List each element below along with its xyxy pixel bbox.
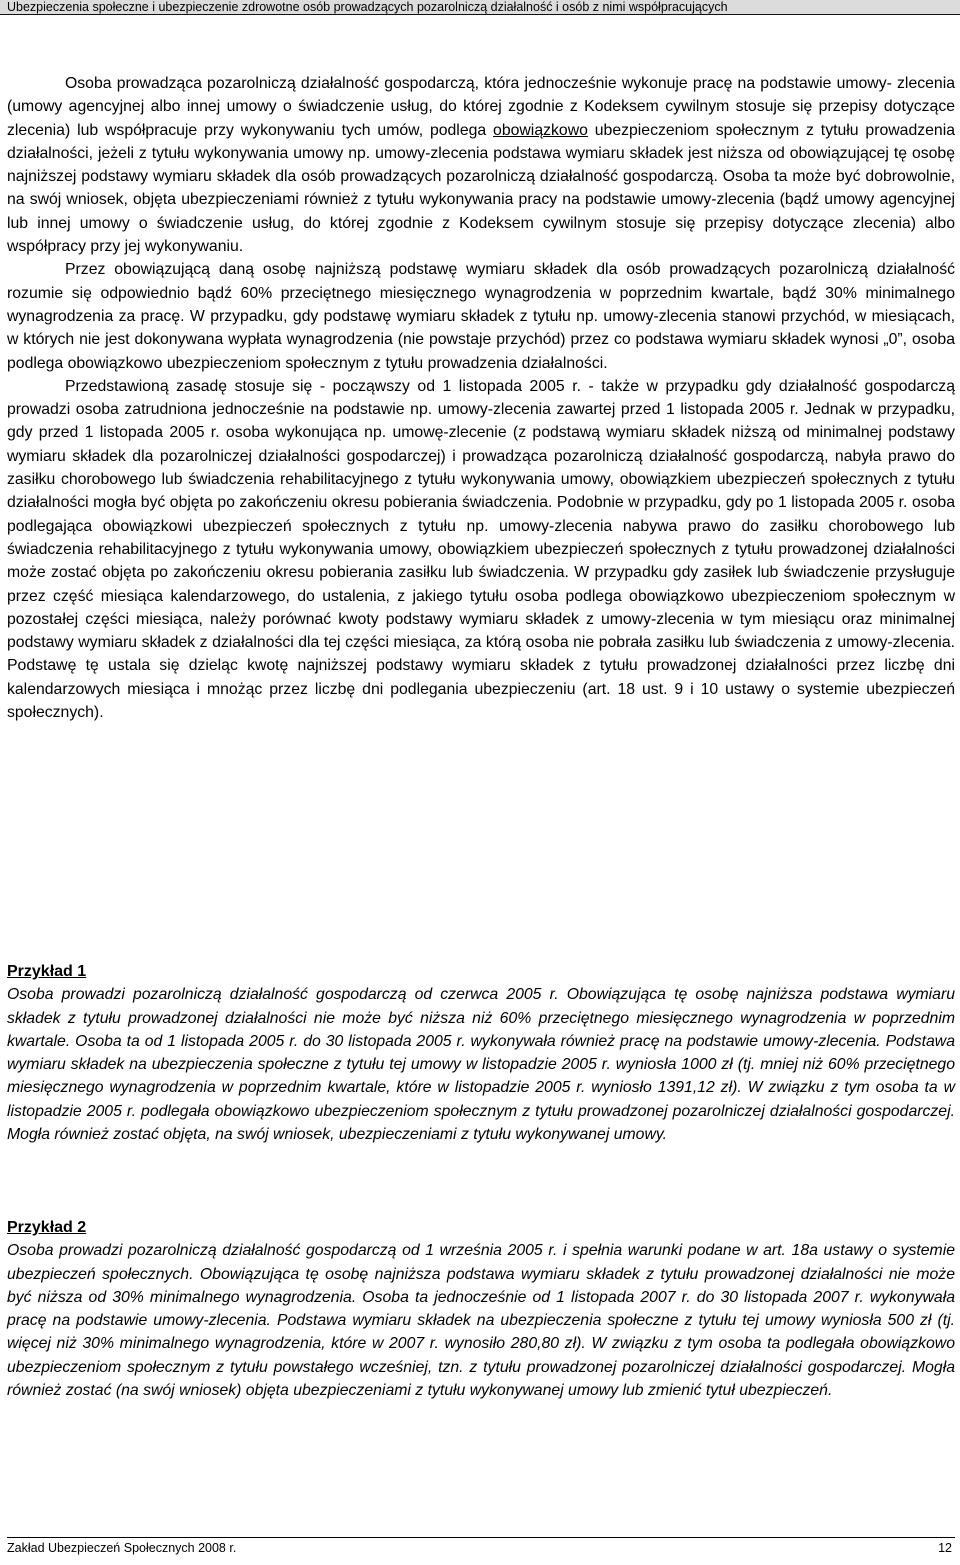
paragraph-2: Przez obowiązującą daną osobę najniższą podstawę wymiaru składek dla osób prowadzących pozarolniczą działalność rozumie się odpowiednio bądź 60% przeciętnego miesięcznego wynagrodzenia w poprzednim kwartale, bądź 30% minimalnego wynagrodzenia za pracę. W przypadku, gdy podstawę wymiaru składek z tytułu np. umowy-zlecenia stanowi przychód, w miesiącach, w których nie jest dokonywana wypłata wynagrodzenia (nie powstaje przychód) przez co podstawa wymiaru składek wynosi „0”, osoba podlega obowiązkowo ubezpieczeniom społecznym z tytułu prowadzenia działalności.: [7, 261, 955, 372]
example-1-title: Przykład 1: [7, 963, 87, 980]
page-number: 12: [938, 1541, 952, 1555]
paragraph-3: Przedstawioną zasadę stosuje się - począwszy od 1 listopada 2005 r. - także w przypadku gdy działalność gospodarczą prowadzi osoba zatrudniona jednocześnie na podstawie np. umowy-zlecenia zawartej przed 1 listopada 2005 r. Jednak w przypadku, gdy przed 1 listopada 2005 r. osoba wykonująca np. umowę-zlecenie (z podstawą wymiaru składek niższą od minimalnej podstawy wymiaru składek dla pozarolniczej działalności gospodarczej) i prowadząca pozarolniczą działalność gospodarczą, nabyła prawo do zasiłku chorobowego lub świadczenia rehabilitacyjnego z tytułu wykonywania umowy, obowiązkiem ubezpieczeń społecznych z tytułu działalności mogła być objęta po zakończeniu okresu pobierania świadczenia. Podobnie w przypadku, gdy po 1 listopada 2005 r. osoba podlegająca obowiązkowi ubezpieczeń społecznych z tytułu np. umowy-zlecenia nabywa prawo do zasiłku chorobowego lub świadczenia rehabilitacyjnego z tytułu wykonywania umowy, obowiązkiem ubezpieczeń społecznych z tytułu prowadzonej działalności może zostać objęta po zakończeniu okresu pobierania zasiłku lub świadczenia. W przypadku gdy zasiłek lub świadczenie przysługuje przez część miesiąca kalendarzowego, do ustalenia, z jakiego tytułu osoba podlega obowiązkowo ubezpieczeniom społecznym w pozostałej części miesiąca, należy porównać kwoty podstawy wymiaru składek z umowy-zlecenia w tym miesiącu oraz minimalnej podstawy wymiaru składek z działalności dla tej części miesiąca, za którą osoba nie pobrała zasiłku lub świadczenia z umowy-zlecenia. Podstawę tę ustala się dzieląc kwotę najniższej podstawy wymiaru składek z tytułu prowadzonej działalności przez liczbę dni kalendarzowych miesiąca i mnożąc przez liczbę dni podlegania ubezpieczeniu (art. 18 ust. 9 i 10 ustawy o systemie ubezpieczeń społecznych).: [7, 377, 955, 722]
paragraph-1-end: ubezpieczeniom społecznym z tytułu prowadzenia działalności, jeżeli z tytułu wykonywania umowy np. umowy-zlecenia podstawa wymiaru składek jest niższa od obowiązującej tę osobę najniższej podstawy wymiaru składek dla osób prowadzących pozarolniczą działalność gospodarczą. Osoba ta może być dobrowolnie, na swój wniosek, objęta ubezpieczeniami również z tytułu wykonywania pracy na podstawie umowy-zlecenia (bądź umowy agencyjnej lub innej umowy o świadczenie usług, do której zgodnie z Kodeksem cywilnym stosuje się przepisy dotyczące zlecenia) albo współpracy przy jej wykonywaniu.: [7, 121, 955, 256]
example-2-title: Przykład 2: [7, 1219, 87, 1236]
example-2: [7, 1216, 955, 1402]
paragraph-1: [7, 72, 955, 258]
example-1-text: Osoba prowadzi pozarolniczą działalność gospodarczą od czerwca 2005 r. Obowiązująca tę osobę najniższa podstawa wymiaru składek z tytułu prowadzonej działalności nie może być niższa niż 60% przeciętnego miesięcznego wynagrodzenia w poprzednim kwartale. Osoba ta od 1 listopada 2005 r. do 30 listopada 2005 r. wykonywała również pracę na podstawie umowy-zlecenia. Podstawa wymiaru składek na ubezpieczenia społeczne z tytułu tej umowy w listopadzie 2005 r. wyniosła 1000 zł (tj. mniej niż 60% przeciętnego miesięcznego wynagrodzenia w poprzednim kwartale, które w listopadzie 2005 r. wyniosło 1391,12 zł). W związku z tym osoba ta w listopadzie 2005 r. podlegała obowiązkowo ubezpieczeniom społecznym z tytułu prowadzonej pozarolniczej działalności gospodarczej. Mogła również zostać objęta, na swój wniosek, ubezpieczeniami z tytułu wykonywanej umowy.: [7, 986, 955, 1144]
main-text: [7, 72, 955, 724]
example-2-text: Osoba prowadzi pozarolniczą działalność gospodarczą od 1 września 2005 r. i spełnia warunki podane w art. 18a ustawy o systemie ubezpieczeń społecznych. Obowiązująca tę osobę najniższa podstawa wymiaru składek z tytułu prowadzonej działalności nie może być niższa od 30% minimalnego wynagrodzenia. Osoba ta jednocześnie od 1 listopada 2007 r. do 30 listopada 2007 r. wykonywała pracę na podstawie umowy-zlecenia. Podstawa wymiaru składek na ubezpieczenia społeczne z tytułu tej umowy wyniosła 500 zł (tj. więcej niż 30% minimalnego wynagrodzenia, które w 2007 r. wynosiło 280,80 zł). W związku z tym osoba ta podlegała obowiązkowo ubezpieczeniom społecznym z tytułu powstałego wcześniej, tzn. z tytułu prowadzonej pozarolniczej działalności gospodarczej. Mogła również zostać (na swój wniosek) objęta ubezpieczeniami z tytułu wykonywanej umowy lub zmienić tytuł ubezpieczeń.: [7, 1242, 955, 1400]
footer-divider: [7, 1537, 955, 1538]
underlined-term: obowiązkowo: [493, 121, 588, 139]
paragraph-1-start: Osoba prowadząca pozarolniczą działalność gospodarczą, która jednocześnie wykonuje pracę na podstawie umowy- zlecenia (umowy agencyjnej albo innej umowy o świadczenie usług, do której zgodnie z Kodeksem cywilnym stosuje się przepisy dotyczące zlecenia) lub współpracuje przy wykonywaniu tych umów, podlega: [7, 75, 955, 139]
example-1: [7, 960, 955, 1146]
footer-publisher: Zakład Ubezpieczeń Społecznych 2008 r.: [7, 1541, 237, 1555]
running-header: Ubezpieczenia społeczne i ubezpieczenie zdrowotne osób prowadzących pozarolniczą działalność i osób z nimi współpracujących: [0, 0, 960, 15]
